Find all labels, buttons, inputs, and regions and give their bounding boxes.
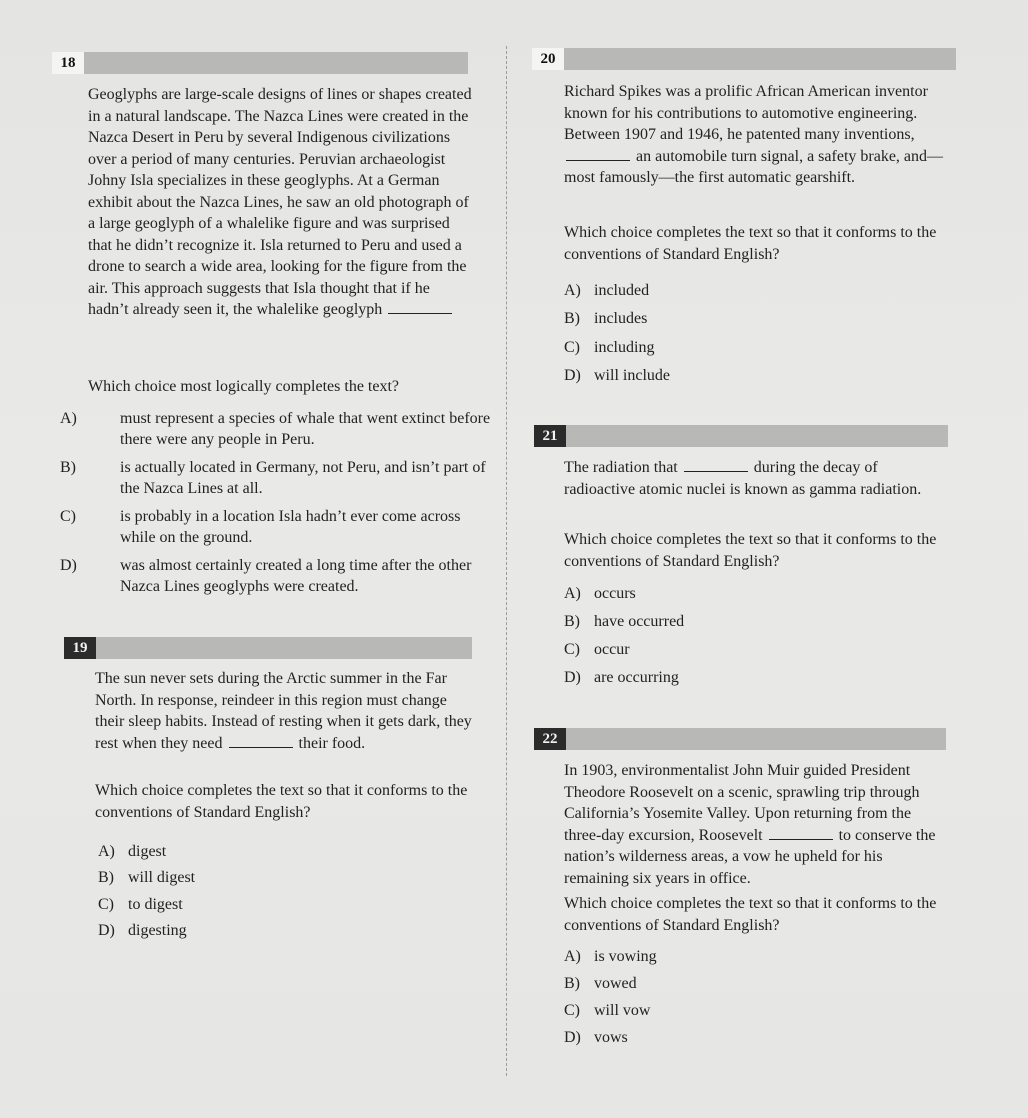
q22-option-c[interactable]: C) will vow (564, 1002, 651, 1019)
q20-option-d[interactable]: D) will include (564, 367, 670, 384)
q20-blank (566, 146, 630, 161)
q19-option-c[interactable]: C) to digest (98, 896, 183, 913)
q18-passage-before: Geoglyphs are large-scale designs of lines or shapes created in a natural landscape. The Nazca Lines were created in the Nazca Desert in Peru by several Indigenous civilizations over a period of many centuries. Peruvian archaeologist Johny Isla specializes in these geoglyphs. At a German exhibit about the Nazca Lines, he saw an old photograph of a large geoglyph of a whalelike figure and was surprised that he didn’t recognize it. Isla returned to Peru and used a drone to search a wide area, looking for the figure from the air. This approach suggests that Isla thought that if he hadn’t already seen it, the whalelike geoglyph (88, 86, 472, 318)
q22-header-bar (534, 728, 946, 750)
q19-question: Which choice completes the text so that it conforms to the conventions of Standard English? (95, 782, 468, 821)
q22-option-b[interactable]: B) vowed (564, 975, 637, 992)
q21-blank (684, 457, 748, 472)
q22-option-a[interactable]: A) is vowing (564, 948, 657, 965)
q19-number: 19 (64, 637, 96, 659)
q18-option-b[interactable]: B) is actually located in Germany, not Peru, and isn’t part of the Nazca Lines at all. (60, 459, 486, 497)
q20-question: Which choice completes the text so that it conforms to the conventions of Standard English? (564, 224, 937, 263)
q19-option-a[interactable]: A) digest (98, 843, 167, 860)
q18-blank (388, 299, 452, 314)
q21-number: 21 (534, 425, 566, 447)
q19-header-bar (64, 637, 472, 659)
q19-blank (229, 733, 293, 748)
q20-option-c[interactable]: C) including (564, 339, 655, 356)
q20-passage: Richard Spikes was a prolific African American inventor known for his contributions to automotive engineering. Between 1907 and 1946, he patented many inventions, an automobile turn signal, a safety brake, and—most famously—the first automatic gearshift. (564, 83, 944, 186)
q22-option-d[interactable]: D) vows (564, 1029, 628, 1046)
q20-option-b[interactable]: B) includes (564, 310, 648, 327)
q20-header-bar (532, 48, 956, 70)
q18-option-d[interactable]: D) was almost certainly created a long time after the other Nazca Lines geoglyphs were created. (60, 557, 472, 595)
q20-option-a[interactable]: A) included (564, 282, 650, 299)
q20-number: 20 (532, 48, 564, 70)
q22-question: Which choice completes the text so that it conforms to the conventions of Standard English? (564, 895, 937, 934)
q21-option-a[interactable]: A) occurs (564, 585, 636, 602)
q21-passage: The radiation that during the decay of radioactive atomic nuclei is known as gamma radiation. (564, 459, 922, 498)
q18-option-c[interactable]: C) is probably in a location Isla hadn’t ever come across while on the ground. (60, 508, 461, 546)
q19-option-b[interactable]: B) will digest (98, 869, 196, 886)
q21-option-d[interactable]: D) are occurring (564, 669, 679, 686)
q18-passage (88, 84, 473, 321)
q18-question: Which choice most logically completes the text? (88, 378, 400, 395)
q21-option-c[interactable]: C) occur (564, 641, 630, 658)
q22-blank (769, 825, 833, 840)
q19-passage: The sun never sets during the Arctic summer in the Far North. In response, reindeer in this region must change their sleep habits. Instead of resting when it gets dark, they rest when they need their food. (95, 670, 472, 752)
q21-header-bar (534, 425, 948, 447)
q21-option-b[interactable]: B) have occurred (564, 613, 685, 630)
q21-question: Which choice completes the text so that it conforms to the conventions of Standard English? (564, 531, 937, 570)
q18-number: 18 (52, 52, 84, 74)
q18-header-bar (52, 52, 468, 74)
q18-option-a[interactable]: A) must represent a species of whale that went extinct before there were any people in Peru. (60, 410, 491, 448)
q22-passage: In 1903, environmentalist John Muir guided President Theodore Roosevelt on a scenic, sprawling trip through California’s Yosemite Valley. Upon returning from the three-day excursion, Roosevelt to conserve the nation’s wilderness areas, a vow he upheld for his remaining six years in office. (564, 762, 936, 887)
q19-option-d[interactable]: D) digesting (98, 922, 187, 939)
q22-number: 22 (534, 728, 566, 750)
